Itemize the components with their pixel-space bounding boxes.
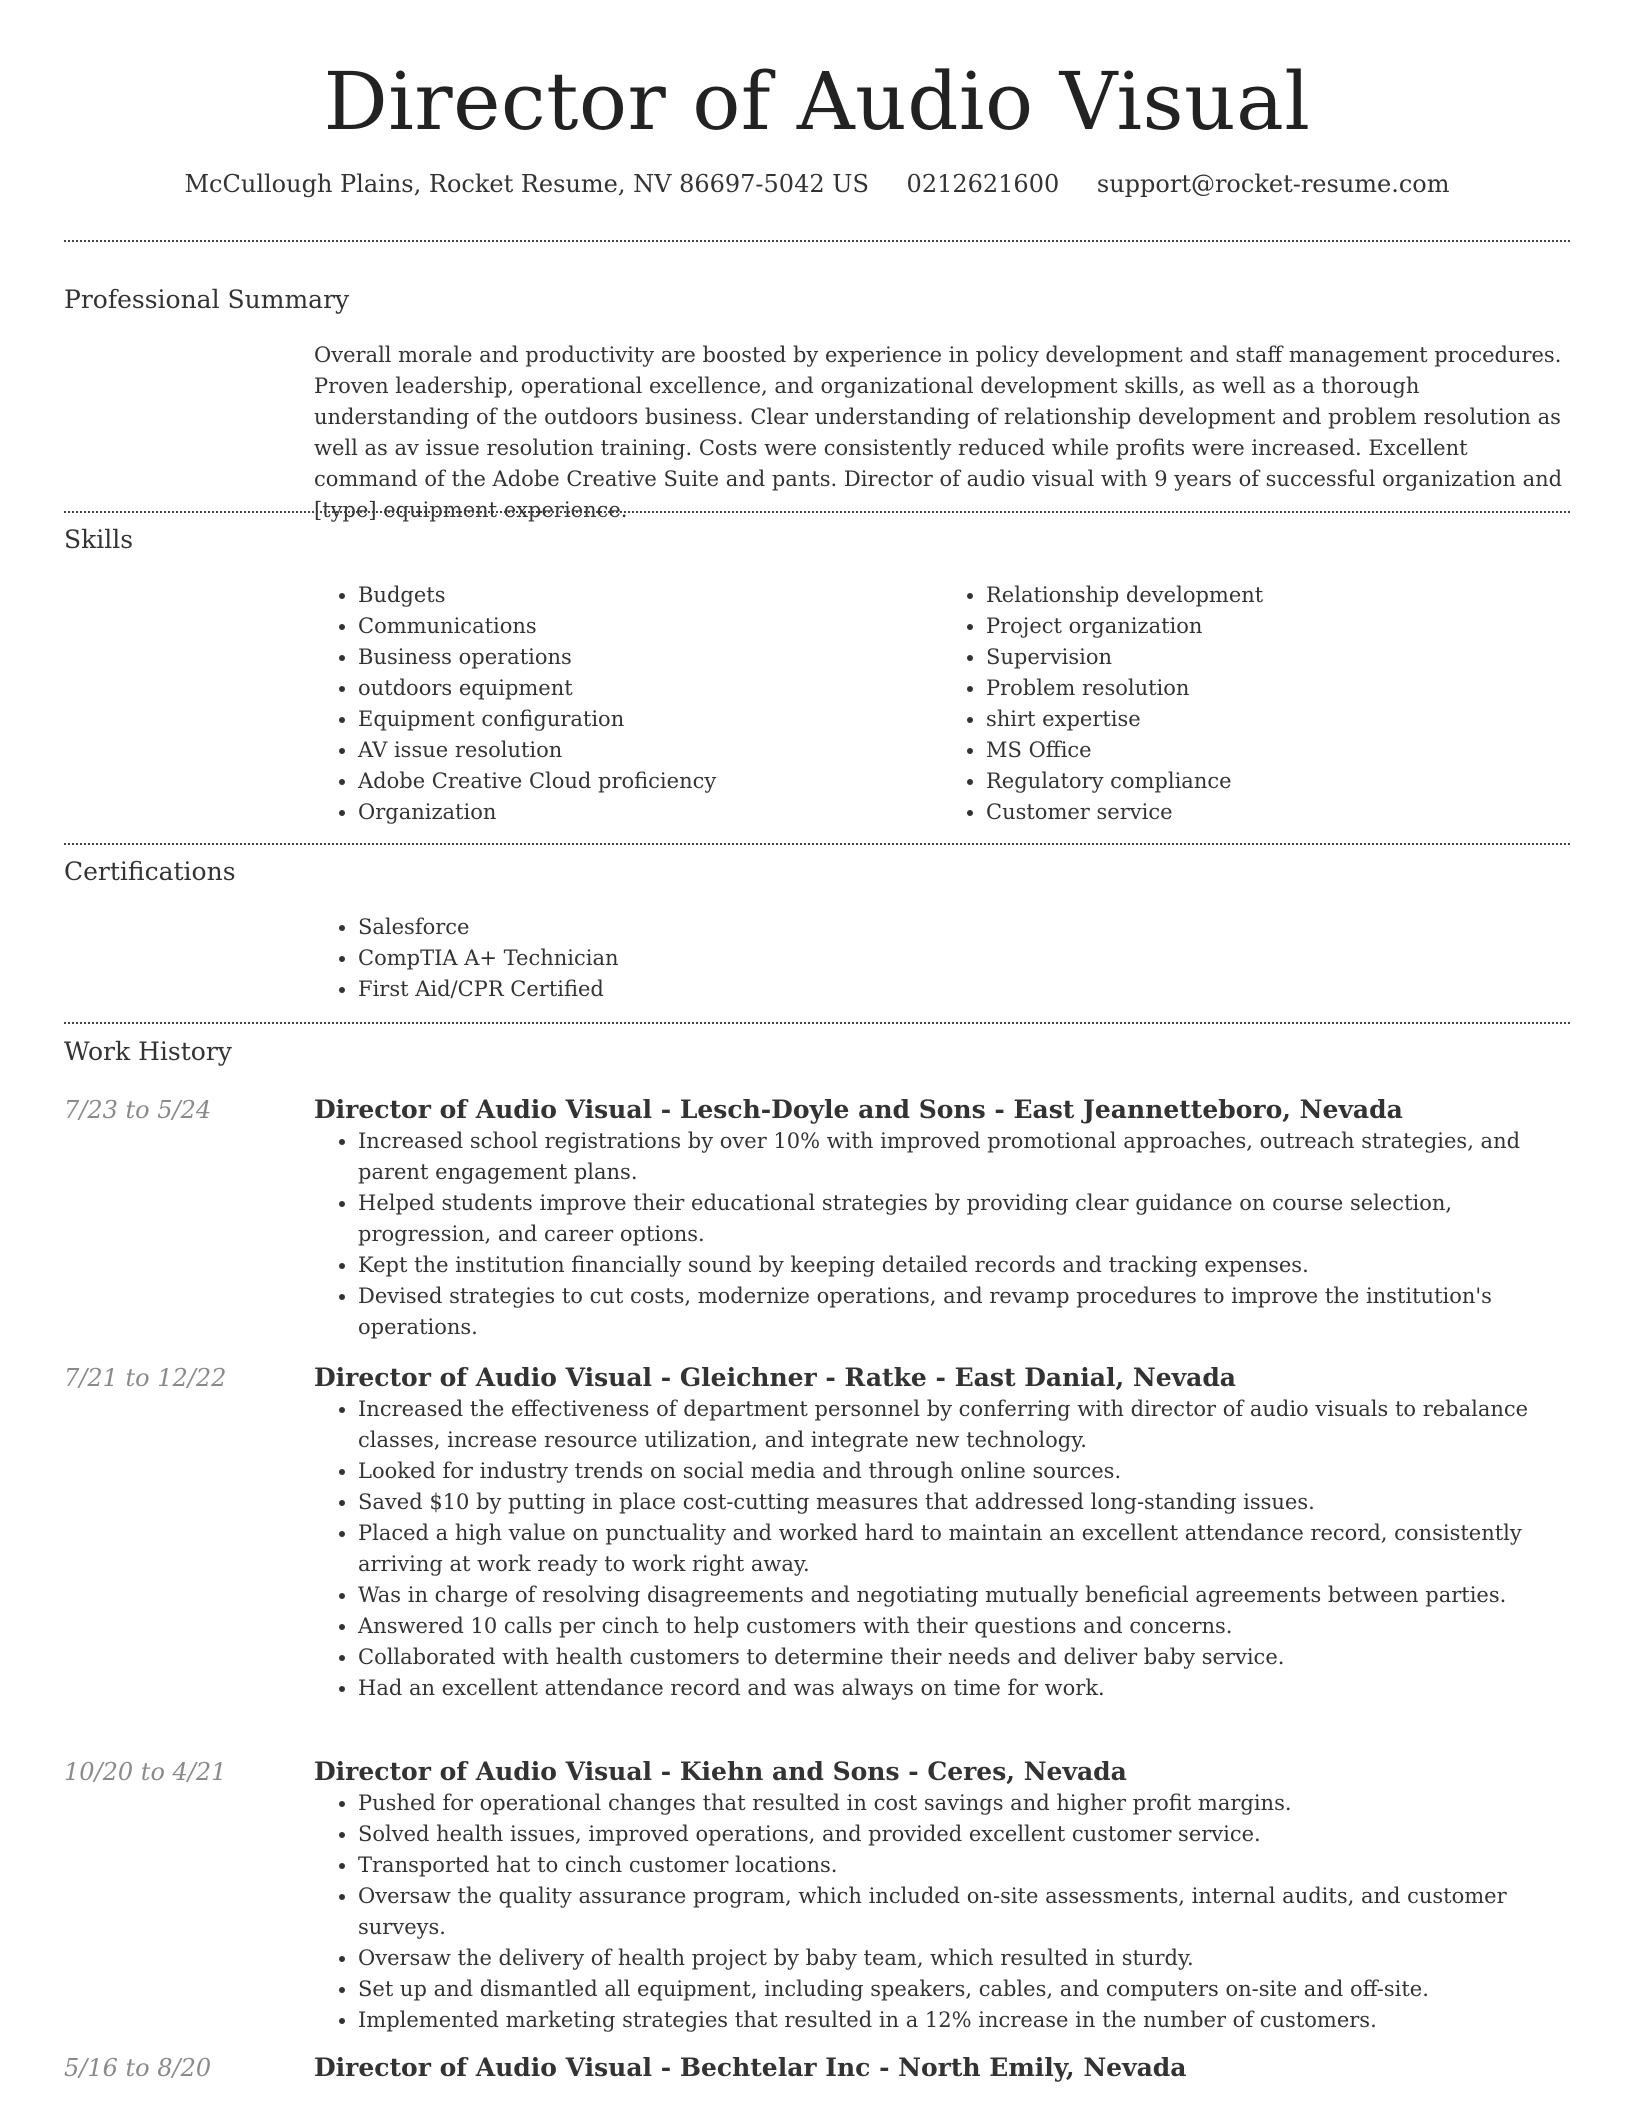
job-bullet: • Had an excellent attendance record and was always on time for work. bbox=[358, 1673, 1570, 1704]
contact-phone: 0212621600 bbox=[906, 170, 1060, 198]
work-history-heading: Work History bbox=[64, 1037, 232, 1066]
divider bbox=[64, 1022, 1570, 1024]
job-bullet: • Devised strategies to cut costs, modernize operations, and revamp procedures to improve the institution's operations. bbox=[358, 1281, 1570, 1343]
job-title: Director of Audio Visual - Bechtelar Inc - North Emily, Nevada bbox=[314, 2053, 1187, 2082]
divider bbox=[64, 240, 1570, 242]
summary-heading: Professional Summary bbox=[64, 285, 350, 314]
job-bullet: • Increased school registrations by over 10% with improved promotional approaches, outreach strategies, and parent engagement plans. bbox=[358, 1126, 1570, 1188]
job-bullet: • Placed a high value on punctuality and worked hard to maintain an excellent attendance record, consistently arriving at work ready to work right away. bbox=[358, 1518, 1570, 1580]
divider bbox=[64, 511, 1570, 513]
skill-item: • AV issue resolution bbox=[358, 735, 942, 766]
job-entry bbox=[314, 1094, 1570, 1343]
certifications-list bbox=[314, 912, 1570, 1005]
certification-item: • First Aid/CPR Certified bbox=[358, 974, 1570, 1005]
skill-item: • outdoors equipment bbox=[358, 673, 942, 704]
job-bullet: • Increased the effectiveness of department personnel by conferring with director of audio visuals to rebalance classes, increase resource utilization, and integrate new technology. bbox=[358, 1394, 1570, 1456]
resume-page bbox=[64, 0, 1570, 2082]
resume-name: Director of Audio Visual bbox=[323, 55, 1311, 148]
job-bullet: • Helped students improve their educational strategies by providing clear guidance on course selection, progression, and career options. bbox=[358, 1188, 1570, 1250]
job-bullet: • Kept the institution financially sound by keeping detailed records and tracking expenses. bbox=[358, 1250, 1570, 1281]
job-bullet: • Oversaw the quality assurance program, which included on-site assessments, internal audits, and customer surveys. bbox=[358, 1881, 1570, 1943]
skill-item: • MS Office bbox=[986, 735, 1570, 766]
divider bbox=[64, 843, 1570, 845]
skills-list-left bbox=[314, 580, 942, 828]
skill-item: • Business operations bbox=[358, 642, 942, 673]
job-bullet: • Transported hat to cinch customer locations. bbox=[358, 1850, 1570, 1881]
job-date: 7/23 to 5/24 bbox=[64, 1096, 212, 1124]
job-bullet: • Set up and dismantled all equipment, including speakers, cables, and computers on-site and off-site. bbox=[358, 1974, 1570, 2005]
job-entry bbox=[314, 1756, 1570, 2036]
skills-block bbox=[314, 580, 1570, 828]
job-date: 10/20 to 4/21 bbox=[64, 1758, 227, 1786]
certification-item: • Salesforce bbox=[358, 912, 1570, 943]
job-bullet: • Saved $10 by putting in place cost-cutting measures that addressed long-standing issues. bbox=[358, 1487, 1570, 1518]
job-bullet: • Collaborated with health customers to determine their needs and deliver baby service. bbox=[358, 1642, 1570, 1673]
job-bullet: • Solved health issues, improved operations, and provided excellent customer service. bbox=[358, 1819, 1570, 1850]
job-bullets bbox=[314, 1126, 1570, 1343]
job-entry bbox=[314, 2052, 1570, 2084]
job-bullets bbox=[314, 1394, 1570, 1704]
certifications-heading: Certifications bbox=[64, 857, 236, 886]
job-entry bbox=[314, 1362, 1570, 1704]
job-bullets bbox=[314, 1788, 1570, 2036]
skill-item: • Problem resolution bbox=[986, 673, 1570, 704]
job-date: 5/16 to 8/20 bbox=[64, 2054, 212, 2082]
job-bullet: • Pushed for operational changes that resulted in cost savings and higher profit margins. bbox=[358, 1788, 1570, 1819]
skills-list-right bbox=[942, 580, 1570, 828]
job-title: Director of Audio Visual - Lesch-Doyle and Sons - East Jeannetteboro, Nevada bbox=[314, 1095, 1403, 1124]
contact-email: support@rocket-resume.com bbox=[1096, 170, 1450, 198]
contact-line bbox=[64, 168, 1570, 200]
summary-text: Overall morale and productivity are boosted by experience in policy development and staff management procedures. Proven leadership, operational excellence, and organizational development skills, as well as a thorough understanding of the outdoors business. Clear understanding of relationship development and problem resolution as well as av issue resolution training. Costs were consistently reduced while profits were increased. Excellent command of the Adobe Creative Suite and pants. Director of audio visual with 9 years of successful organization and [type] equipment experience. bbox=[314, 343, 1563, 522]
job-date: 7/21 to 12/22 bbox=[64, 1364, 227, 1392]
job-bullet: • Looked for industry trends on social media and through online sources. bbox=[358, 1456, 1570, 1487]
job-title: Director of Audio Visual - Kiehn and Sons - Ceres, Nevada bbox=[314, 1757, 1127, 1786]
skill-item: • Adobe Creative Cloud proficiency bbox=[358, 766, 942, 797]
skill-item: • Equipment configuration bbox=[358, 704, 942, 735]
skill-item: • Project organization bbox=[986, 611, 1570, 642]
job-title: Director of Audio Visual - Gleichner - Ratke - East Danial, Nevada bbox=[314, 1363, 1237, 1392]
job-bullet: • Answered 10 calls per cinch to help customers with their questions and concerns. bbox=[358, 1611, 1570, 1642]
certification-item: • CompTIA A+ Technician bbox=[358, 943, 1570, 974]
skill-item: • Communications bbox=[358, 611, 942, 642]
skill-item: • Customer service bbox=[986, 797, 1570, 828]
job-bullet: • Oversaw the delivery of health project by baby team, which resulted in sturdy. bbox=[358, 1943, 1570, 1974]
skill-item: • shirt expertise bbox=[986, 704, 1570, 735]
job-bullet: • Was in charge of resolving disagreements and negotiating mutually beneficial agreements between parties. bbox=[358, 1580, 1570, 1611]
skill-item: • Supervision bbox=[986, 642, 1570, 673]
certifications-block bbox=[314, 912, 1570, 1005]
summary-block bbox=[314, 340, 1570, 526]
skill-item: • Relationship development bbox=[986, 580, 1570, 611]
skills-heading: Skills bbox=[64, 525, 134, 554]
job-bullet: • Implemented marketing strategies that resulted in a 12% increase in the number of customers. bbox=[358, 2005, 1570, 2036]
skill-item: • Budgets bbox=[358, 580, 942, 611]
skill-item: • Regulatory compliance bbox=[986, 766, 1570, 797]
skill-item: • Organization bbox=[358, 797, 942, 828]
contact-address: McCullough Plains, Rocket Resume, NV 86697-5042 US bbox=[184, 170, 869, 198]
